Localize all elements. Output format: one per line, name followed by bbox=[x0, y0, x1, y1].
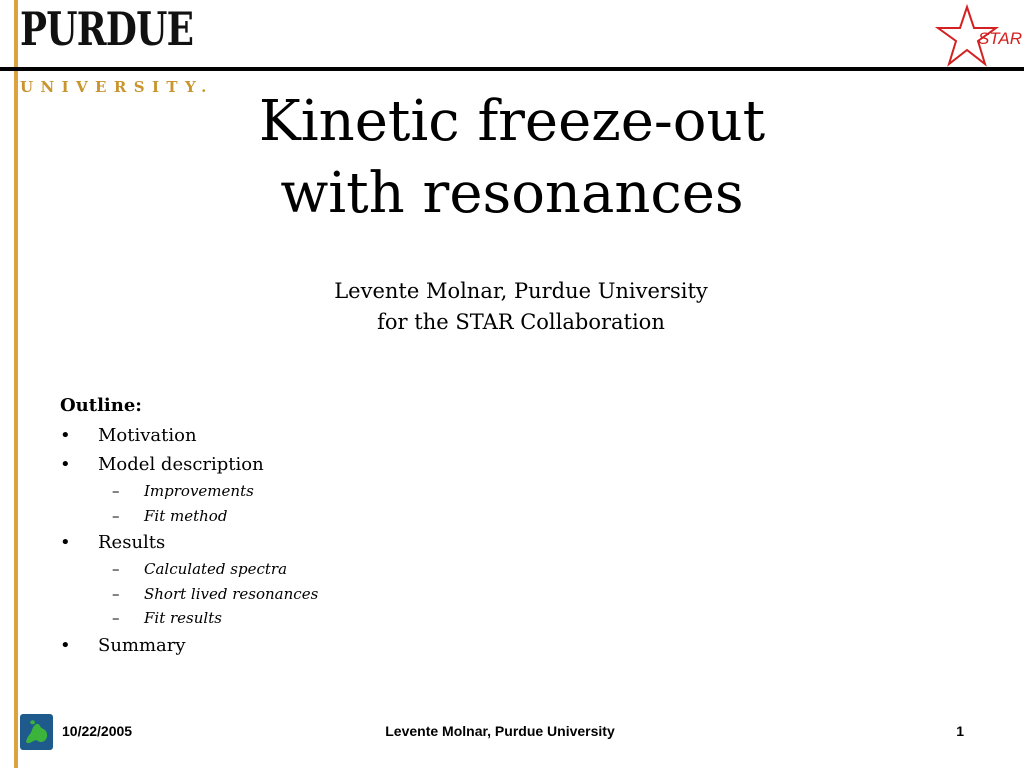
outline-item-results bbox=[60, 528, 660, 557]
outline-subitem-fit-method bbox=[60, 504, 660, 529]
author-line-1: Levente Molnar, Purdue University bbox=[334, 279, 708, 303]
outline-item-summary bbox=[60, 631, 660, 660]
outline-item-model-description bbox=[60, 450, 660, 479]
outline-item-label: Model description bbox=[98, 454, 264, 475]
purdue-logo bbox=[20, 2, 214, 98]
star-logo-text: STAR bbox=[977, 29, 1023, 48]
slide-title-line-2: with resonances bbox=[280, 161, 744, 226]
outline-subitem-label: Improvements bbox=[144, 482, 254, 500]
outline-subitem-label: Calculated spectra bbox=[144, 560, 288, 578]
outline-subitem-label: Fit method bbox=[144, 506, 228, 525]
outline-heading: Outline: bbox=[60, 395, 142, 416]
dash-icon: – bbox=[112, 560, 120, 578]
bullet-icon: • bbox=[60, 454, 71, 475]
purdue-logo-word: PURDUE bbox=[20, 2, 194, 56]
outline-subitem-label: Short lived resonances bbox=[144, 584, 319, 603]
star-logo-icon bbox=[930, 4, 1024, 70]
slide-title bbox=[0, 86, 1024, 230]
slide-title-line-1: Kinetic freeze-out bbox=[258, 89, 766, 154]
author-block bbox=[0, 276, 1024, 338]
dash-icon: – bbox=[112, 506, 120, 525]
dash-icon: – bbox=[112, 584, 120, 603]
outline-subitem-improvements bbox=[60, 479, 660, 504]
outline-subitem-short-lived-resonances bbox=[60, 582, 660, 607]
outline-subitem-label: Fit results bbox=[144, 609, 222, 627]
author-line-2: for the STAR Collaboration bbox=[377, 310, 665, 334]
outline-item-label: Motivation bbox=[98, 425, 197, 446]
bullet-icon: • bbox=[60, 532, 71, 553]
outline-item-motivation bbox=[60, 421, 660, 450]
outline bbox=[60, 392, 660, 660]
dash-icon: – bbox=[112, 482, 120, 500]
purdue-logo-subtitle: UNIVERSITY. bbox=[20, 78, 214, 96]
footer-page-number: 1 bbox=[956, 723, 964, 739]
star-logo bbox=[930, 4, 1024, 70]
outline-subitem-calculated-spectra bbox=[60, 557, 660, 582]
outline-subitem-fit-results bbox=[60, 606, 660, 631]
outline-item-label: Results bbox=[98, 532, 166, 553]
dash-icon: – bbox=[112, 609, 120, 627]
bullet-icon: • bbox=[60, 425, 71, 446]
footer-date: 10/22/2005 bbox=[62, 723, 133, 739]
footer-presenter: Levente Molnar, Purdue University bbox=[385, 723, 615, 739]
outline-item-label: Summary bbox=[98, 634, 186, 656]
earth-map-icon bbox=[20, 714, 53, 750]
bullet-icon: • bbox=[60, 634, 71, 656]
